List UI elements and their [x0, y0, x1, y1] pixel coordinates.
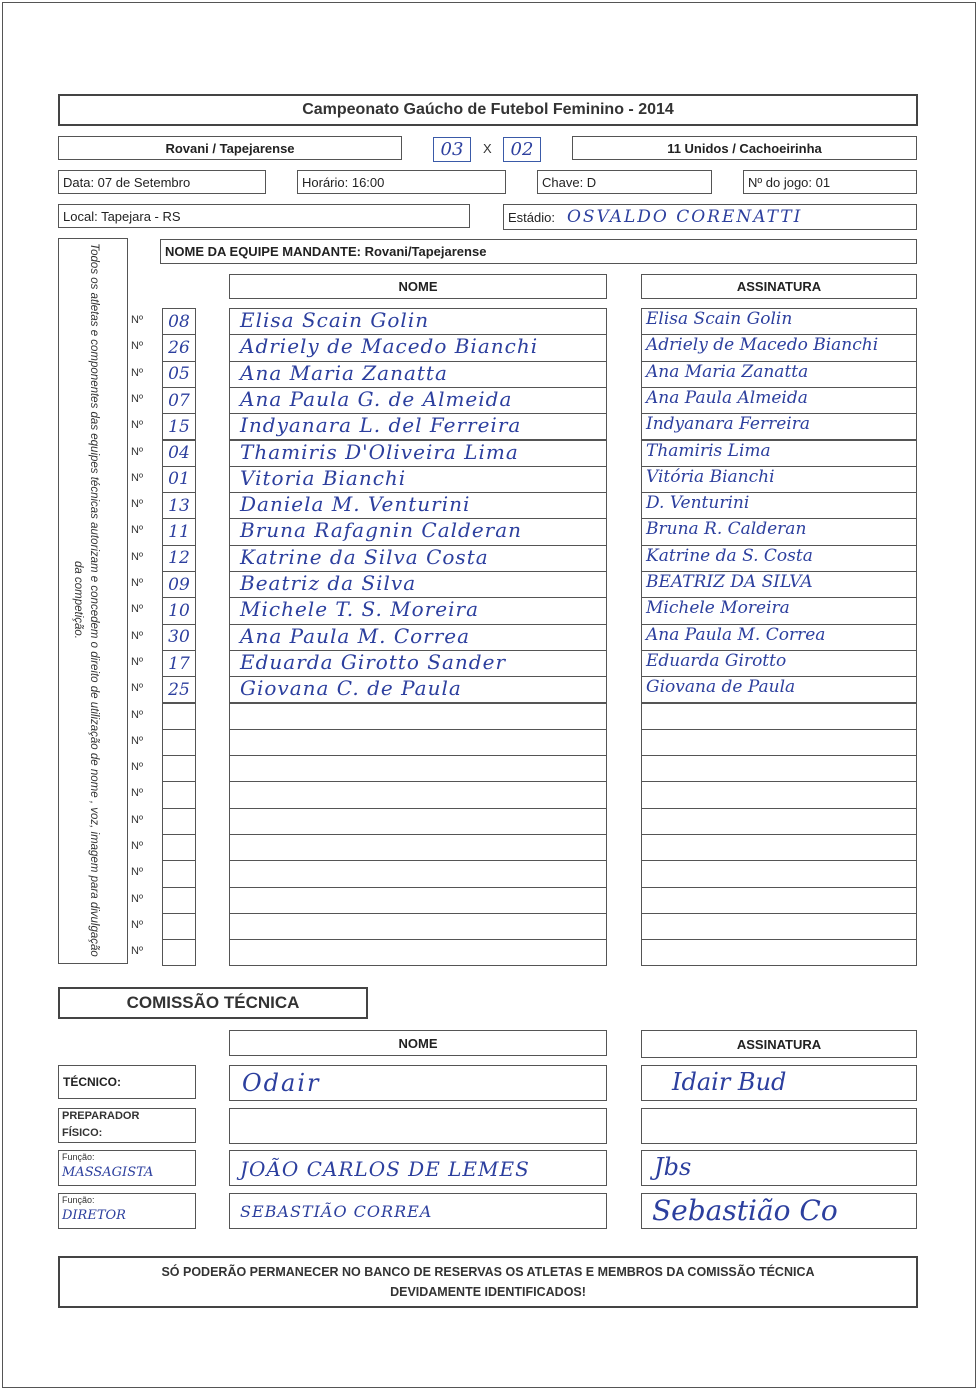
player-number: 11 [168, 522, 190, 543]
commission-title-box [58, 987, 368, 1019]
player-number-cell [162, 834, 196, 861]
player-name-cell [229, 545, 607, 572]
player-number-cell [162, 913, 196, 940]
player-number: 08 [168, 311, 190, 332]
preparador-label-box [58, 1108, 196, 1143]
player-no-label: Nº [131, 340, 143, 353]
player-name-cell [229, 440, 607, 467]
tecnico-signature: Idair Bud [672, 1068, 787, 1096]
player-no-label: Nº [131, 550, 143, 563]
player-name: Indyanara L. del Ferreira [240, 413, 522, 438]
footer-notice-box [58, 1256, 918, 1308]
player-no-label: Nº [131, 392, 143, 405]
time-label: Horário: 16:00 [302, 174, 385, 190]
player-number-cell [162, 887, 196, 914]
game-number-box [743, 170, 917, 194]
footer-line-2: DEVIDAMENTE IDENTIFICADOS! [390, 1285, 586, 1299]
player-no-label: Nº [131, 918, 143, 931]
player-signature-cell [641, 492, 917, 519]
player-signature-cell [641, 624, 917, 651]
player-signature-cell [641, 597, 917, 624]
tecnico-label-box [58, 1065, 196, 1099]
player-name-cell [229, 676, 607, 703]
massagista-role: MASSAGISTA [62, 1165, 154, 1180]
diretor-name: SEBASTIÃO CORREA [240, 1202, 433, 1221]
player-signature: Katrine da S. Costa [646, 545, 813, 566]
player-no-label: Nº [131, 629, 143, 642]
player-signature-cell [641, 703, 917, 730]
player-number-cell [162, 413, 196, 440]
home-score-box [433, 137, 471, 162]
player-signature-cell [641, 755, 917, 782]
commission-title: COMISSÃO TÉCNICA [126, 993, 300, 1012]
player-no-label: Nº [131, 603, 143, 616]
location-box [58, 204, 470, 228]
player-signature: Ana Maria Zanatta [646, 361, 809, 382]
player-no-label: Nº [131, 445, 143, 458]
player-signature-cell [641, 913, 917, 940]
player-name: Daniela M. Venturini [240, 492, 471, 517]
player-signature-cell [641, 860, 917, 887]
date-box [58, 170, 266, 194]
player-signature-cell [641, 887, 917, 914]
player-signature-cell [641, 834, 917, 861]
player-number-cell [162, 729, 196, 756]
footer-line-1: SÓ PODERÃO PERMANECER NO BANCO DE RESERVAS OS ATLETAS E MEMBROS DA COMISSÃO TÉCNICA [161, 1265, 815, 1279]
player-signature-cell [641, 571, 917, 598]
player-name: Vitoria Bianchi [240, 465, 407, 490]
player-number: 26 [168, 337, 190, 358]
player-signature-cell [641, 781, 917, 808]
diretor-name-box [229, 1193, 607, 1229]
player-signature-cell [641, 466, 917, 493]
tecnico-signature-box [641, 1065, 917, 1101]
away-team: 11 Unidos / Cachoeirinha [667, 140, 822, 156]
signature-column-label: ASSINATURA [736, 279, 822, 294]
player-number-cell [162, 571, 196, 598]
massagista-name: JOÃO CARLOS DE LEMES [240, 1157, 530, 1181]
player-name-cell [229, 755, 607, 782]
player-name: Thamiris D'Oliveira Lima [240, 439, 519, 464]
player-number-cell [162, 334, 196, 361]
player-no-label: Nº [131, 787, 143, 800]
player-name-cell [229, 860, 607, 887]
player-signature: Eduarda Girotto [646, 650, 787, 671]
player-number: 04 [168, 443, 190, 464]
player-no-label: Nº [131, 866, 143, 879]
away-score: 02 [510, 139, 534, 160]
player-number-cell [162, 703, 196, 730]
commission-signature-label: ASSINATURA [736, 1036, 822, 1052]
player-signature-cell [641, 308, 917, 335]
stadium-label: Estádio: [508, 209, 555, 225]
player-number-cell [162, 624, 196, 651]
player-name-cell [229, 834, 607, 861]
player-name: Ana Paula G. de Almeida [240, 386, 513, 411]
player-name-cell [229, 597, 607, 624]
player-number: 30 [168, 627, 190, 648]
player-no-label: Nº [131, 498, 143, 511]
player-signature-cell [641, 676, 917, 703]
score-separator: X [483, 141, 492, 156]
player-number-cell [162, 781, 196, 808]
player-no-label: Nº [131, 471, 143, 484]
player-signature: Elisa Scain Golin [646, 309, 793, 329]
player-signature: BEATRIZ DA SILVA [646, 572, 813, 592]
name-column-header [229, 274, 607, 299]
home-team-box [58, 136, 402, 160]
massagista-funcao-label: Função: [62, 1152, 95, 1162]
player-number-cell [162, 597, 196, 624]
away-team-box [572, 136, 917, 160]
player-name-cell [229, 808, 607, 835]
player-name-cell [229, 703, 607, 730]
name-column-label: NOME [398, 279, 438, 294]
player-signature-cell [641, 361, 917, 388]
player-signature-cell [641, 518, 917, 545]
player-name-cell [229, 308, 607, 335]
player-name: Michele T. S. Moreira [240, 597, 479, 622]
player-no-label: Nº [131, 682, 143, 695]
player-name: Ana Maria Zanatta [240, 360, 448, 385]
home-team: Rovani / Tapejarense [165, 140, 295, 156]
player-no-label: Nº [131, 524, 143, 537]
diretor-funcao-label: Função: [62, 1195, 95, 1205]
player-number: 10 [168, 600, 190, 621]
diretor-signature-box [641, 1193, 917, 1229]
preparador-name-box [229, 1108, 607, 1144]
player-number: 25 [168, 679, 190, 700]
player-signature-cell [641, 387, 917, 414]
preparador-signature-box [641, 1108, 917, 1144]
player-signature: Indyanara Ferreira [646, 414, 810, 435]
player-no-label: Nº [131, 840, 143, 852]
player-number: 17 [168, 653, 190, 674]
tecnico-name: Odair [242, 1069, 321, 1097]
massagista-signature: Jbs [654, 1153, 692, 1181]
game-number-label: Nº do jogo: 01 [748, 174, 831, 190]
player-signature-cell [641, 334, 917, 361]
player-number: 13 [168, 495, 190, 516]
player-name-cell [229, 729, 607, 756]
player-number: 07 [168, 390, 190, 411]
player-signature: Thamiris Lima [646, 440, 771, 461]
player-no-label: Nº [131, 577, 143, 589]
player-signature: Ana Paula Almeida [646, 387, 808, 408]
player-name: Elisa Scain Golin [240, 308, 430, 332]
player-signature: Giovana de Paula [646, 677, 796, 698]
player-name-cell [229, 492, 607, 519]
player-name-cell [229, 624, 607, 651]
home-team-name-label: NOME DA EQUIPE MANDANTE: Rovani/Tapejarense [165, 244, 487, 259]
player-name-cell [229, 518, 607, 545]
massagista-signature-box [641, 1150, 917, 1186]
player-number-cell [162, 466, 196, 493]
massagista-label-box [58, 1150, 196, 1186]
player-number-cell [162, 518, 196, 545]
player-number: 05 [168, 364, 190, 385]
player-number-cell [162, 755, 196, 782]
player-signature: D. Venturini [646, 493, 750, 514]
player-name-cell [229, 571, 607, 598]
time-box [297, 170, 506, 194]
player-signature-cell [641, 545, 917, 572]
date-label: Data: 07 de Setembro [63, 174, 191, 190]
diretor-role: DIRETOR [62, 1208, 126, 1223]
player-signature-cell [641, 650, 917, 677]
preparador-label-1: PREPARADOR [62, 1110, 140, 1122]
player-name: Beatriz da Silva [240, 571, 417, 595]
player-signature: Adriely de Macedo Bianchi [646, 335, 879, 356]
player-name: Giovana C. de Paula [240, 676, 462, 701]
player-name-cell [229, 913, 607, 940]
key-label: Chave: D [542, 174, 597, 190]
player-name: Ana Paula M. Correa [240, 623, 471, 648]
player-number-cell [162, 492, 196, 519]
player-number-cell [162, 545, 196, 572]
player-number-cell [162, 808, 196, 835]
player-name: Adriely de Macedo Bianchi [240, 334, 539, 359]
key-box [537, 170, 712, 194]
player-name-cell [229, 781, 607, 808]
player-name-cell [229, 939, 607, 966]
location-label: Local: Tapejara - RS [63, 208, 181, 224]
player-name-cell [229, 887, 607, 914]
tecnico-name-box [229, 1065, 607, 1101]
player-name-cell [229, 334, 607, 361]
commission-signature-header [641, 1030, 917, 1058]
player-number: 15 [168, 416, 190, 437]
authorization-text: Todos os atletas e componentes das equipes técnicas autorizam e concedem o direito de utilização de nome , voz, imagem para divulgação da competição. [72, 243, 100, 957]
player-no-label: Nº [131, 314, 143, 326]
player-no-label: Nº [131, 708, 143, 721]
player-signature-cell [641, 413, 917, 440]
tecnico-label: TÉCNICO: [63, 1075, 121, 1089]
player-name-cell [229, 413, 607, 440]
player-number: 12 [168, 548, 190, 569]
player-signature-cell [641, 440, 917, 467]
player-number-cell [162, 860, 196, 887]
player-name-cell [229, 361, 607, 388]
massagista-name-box [229, 1150, 607, 1186]
player-number: 01 [168, 469, 190, 490]
player-number-cell [162, 361, 196, 388]
stadium-value: OSVALDO CORENATTI [566, 207, 803, 227]
player-signature: Bruna R. Calderan [646, 519, 807, 540]
player-signature: Ana Paula M. Correa [646, 624, 826, 645]
away-score-box [503, 137, 541, 162]
preparador-label-2: FÍSICO: [62, 1127, 103, 1139]
player-no-label: Nº [131, 734, 143, 747]
player-number-cell [162, 676, 196, 703]
player-name-cell [229, 466, 607, 493]
player-no-label: Nº [131, 813, 143, 826]
player-signature: Michele Moreira [646, 598, 790, 619]
player-number-cell [162, 939, 196, 966]
player-name-cell [229, 650, 607, 677]
player-signature-cell [641, 808, 917, 835]
player-number-cell [162, 440, 196, 467]
title-box [58, 94, 918, 126]
commission-name-header [229, 1030, 607, 1056]
player-name-cell [229, 387, 607, 414]
player-no-label: Nº [131, 761, 143, 774]
stadium-box [503, 204, 917, 230]
player-name: Bruna Rafagnin Calderan [240, 518, 523, 543]
home-score: 03 [440, 139, 464, 160]
player-name: Katrine da Silva Costa [240, 544, 489, 569]
player-no-label: Nº [131, 892, 143, 905]
home-team-name-box [160, 239, 917, 264]
page-title: Campeonato Gaúcho de Futebol Feminino - 2014 [302, 101, 674, 118]
player-signature-cell [641, 729, 917, 756]
player-signature-cell [641, 939, 917, 966]
player-number-cell [162, 650, 196, 677]
player-number-cell [162, 308, 196, 335]
player-no-label: Nº [131, 366, 143, 379]
player-name: Eduarda Girotto Sander [240, 649, 507, 674]
player-no-label: Nº [131, 655, 143, 668]
player-no-label: Nº [131, 945, 143, 958]
signature-column-header [641, 274, 917, 299]
player-signature: Vitória Bianchi [646, 466, 775, 487]
commission-name-label: NOME [398, 1035, 438, 1051]
player-number-cell [162, 387, 196, 414]
player-no-label: Nº [131, 419, 143, 432]
player-number: 09 [168, 574, 190, 595]
diretor-signature: Sebastião Co [652, 1194, 838, 1227]
diretor-label-box [58, 1193, 196, 1229]
